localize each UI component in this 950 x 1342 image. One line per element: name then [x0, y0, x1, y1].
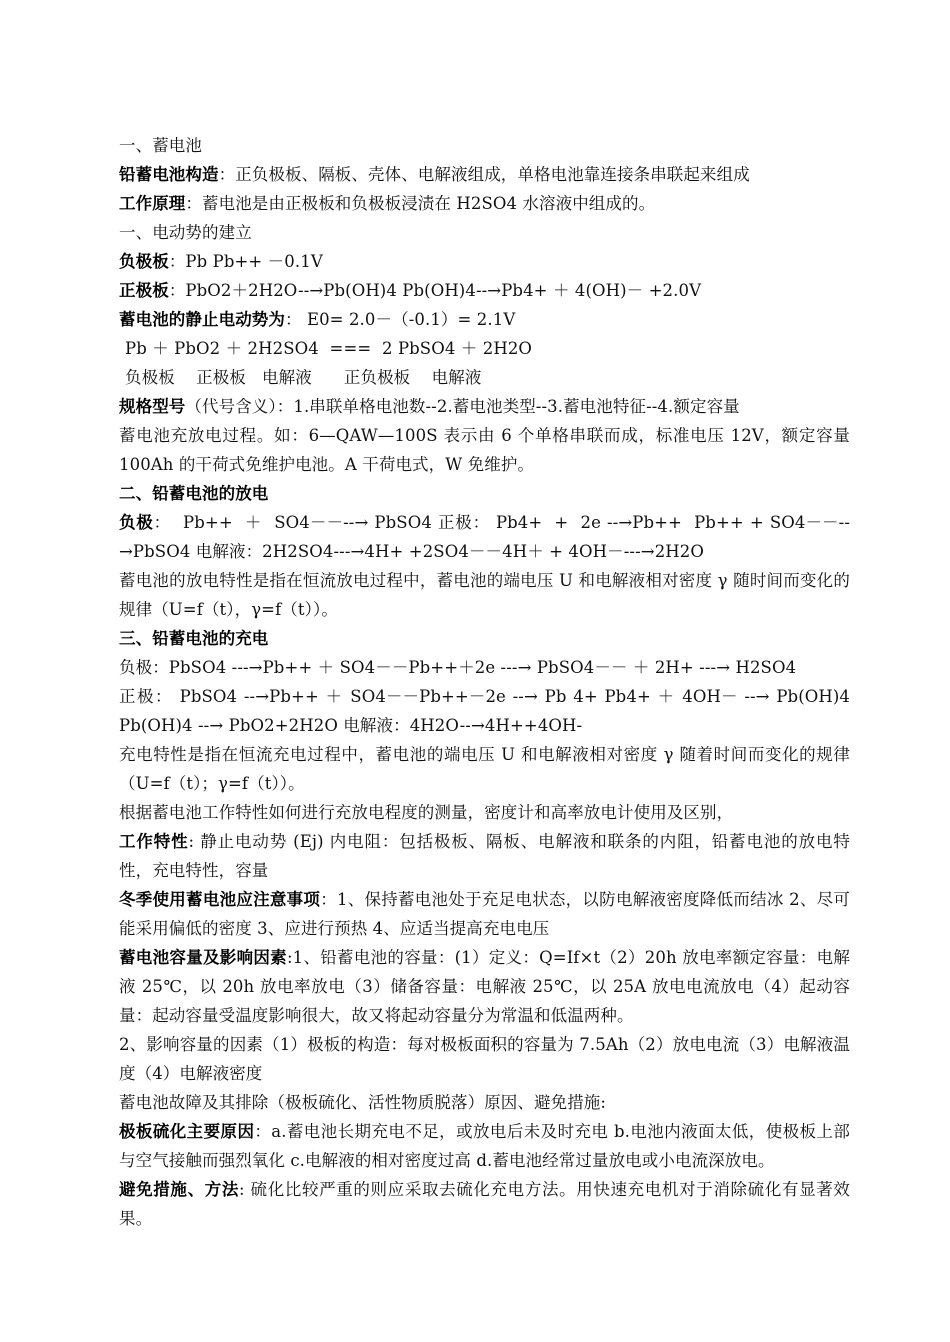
label-working-characteristics: 工作特性 — [119, 832, 189, 851]
label-model-spec: 规格型号 — [119, 397, 186, 416]
text-model-spec: （代号含义）：1.串联单格电池数--2.蓄电池类型--3.蓄电池特征--4.额定容量 — [185, 397, 740, 416]
heading-discharge — [119, 479, 850, 508]
equation-reaction-text: Pb ＋ PbO2 ＋ 2H2SO4 === 2 PbSO4 ＋ 2H2O — [125, 339, 533, 358]
text-measurement: 根据蓄电池工作特性如何进行充放电程度的测量，密度计和高率放电计使用及区别， — [119, 803, 734, 822]
text-discharge-reactions: ： Pb++ ＋ SO4－－--→ PbSO4 正极： Pb4+ + 2e --→Pb++ Pb++ + SO4－－--→PbSO4 电解液：2H2SO4---→4H+ +2SO4－－4H＋ + 4OH－---→2H2O — [119, 513, 850, 561]
paragraph-construction — [119, 160, 850, 189]
paragraph-charge-characteristic — [119, 740, 850, 798]
label-construction: 铅蓄电池构造 — [119, 165, 219, 184]
text-capacity-factors: 2、影响容量的因素（1）极板的构造：每对极板面积的容量为 7.5Ah（2）放电电流（3）电解液温度（4）电解液密度 — [119, 1035, 850, 1083]
heading-charge — [119, 624, 850, 653]
text-working-principle: ：蓄电池是由正极板和负极板浸渍在 H2SO4 水溶液中组成的。 — [185, 194, 656, 213]
paragraph-capacity — [119, 943, 850, 1030]
text-charge-discharge-example: 蓄电池充放电过程。如：6—QAW—100S 表示由 6 个单格串联而成，标准电压 12V，额定容量 100Ah 的干荷式免维护电池。A 干荷电式，W 免维护。 — [119, 426, 850, 474]
paragraph-charge-positive — [119, 682, 850, 740]
text-charge-negative: 负极：PbSO4 ---→Pb++ ＋ SO4－－Pb++＋2e ---→ PbSO4－－ ＋ 2H+ ---→ H2SO4 — [119, 658, 797, 677]
equation-labels-text: 负极板 正极板 电解液 正负极板 电解液 — [125, 368, 482, 387]
text-construction: ：正负极板、隔板、壳体、电解液组成，单格电池靠连接条串联起来组成 — [218, 165, 750, 184]
paragraph-discharge-reactions — [119, 508, 850, 566]
paragraph-measurement — [119, 798, 850, 827]
label-avoidance: 避免措施、方法 — [119, 1180, 239, 1199]
heading-battery-text: 一、蓄电池 — [119, 136, 202, 155]
label-working-principle: 工作原理 — [119, 194, 186, 213]
paragraph-sulfation-causes — [119, 1117, 850, 1175]
text-charge-characteristic: 充电特性是指在恒流充电过程中，蓄电池的端电压 U 和电解液相对密度 γ 随着时间而变化的规律（U=f（t）；γ=f（t））。 — [119, 745, 850, 793]
paragraph-avoidance — [119, 1175, 850, 1233]
heading-emf — [119, 218, 850, 247]
label-discharge-negative: 负极 — [119, 513, 154, 532]
text-winter-use: ：1、保持蓄电池处于充足电状态，以防电解液密度降低而结冰 2、尽可能采用偏低的密度 3、应进行预热 4、应适当提高充电电压 — [119, 890, 851, 938]
text-capacity: :1、铅蓄电池的容量：(1）定义：Q=If×t（2）20h 放电率额定容量：电解液 25℃，以 20h 放电率放电（3）储备容量：电解液 25℃，以 25A 放电电流放电（4）起动容量：起动容量受温度影响很大，故又将起动容量分为常温和低温两种。 — [119, 948, 851, 1025]
text-sulfation-causes: ：a.蓄电池长期充电不足，或放电后未及时充电 b.电池内液面太低，使极板上部与空气接触而强烈氧化 c.电解液的相对密度过高 d.蓄电池经常过量放电或小电流深放电。 — [119, 1122, 850, 1170]
equation-labels — [119, 363, 850, 392]
paragraph-model-spec — [119, 392, 850, 421]
label-winter-use: 冬季使用蓄电池应注意事项 — [119, 890, 321, 909]
label-sulfation-causes: 极板硫化主要原因 — [119, 1122, 255, 1141]
paragraph-charge-negative — [119, 653, 850, 682]
paragraph-working-principle — [119, 189, 850, 218]
text-negative-plate: ：Pb Pb++ －0.1V — [168, 252, 323, 271]
heading-emf-text: 一、电动势的建立 — [119, 223, 252, 242]
text-working-characteristics: : 静止电动势 (Ej) 内电阻：包括极板、隔板、电解液和联条的内阻，铅蓄电池的放电特性，充电特性，容量 — [119, 832, 850, 880]
label-negative-plate: 负极板 — [119, 252, 169, 271]
text-faults: 蓄电池故障及其排除（极板硫化、活性物质脱落）原因、避免措施: — [119, 1093, 607, 1112]
label-capacity: 蓄电池容量及影响因素 — [119, 948, 287, 967]
text-static-emf: ： E0= 2.0－（-0.1）= 2.1V — [285, 310, 516, 329]
paragraph-capacity-factors — [119, 1030, 850, 1088]
paragraph-negative-plate — [119, 247, 850, 276]
heading-discharge-text: 二、铅蓄电池的放电 — [119, 484, 269, 503]
label-static-emf: 蓄电池的静止电动势为 — [119, 310, 285, 329]
label-positive-plate: 正极板 — [119, 281, 169, 300]
paragraph-working-characteristics — [119, 827, 850, 885]
document-body — [119, 131, 850, 1233]
text-discharge-characteristic: 蓄电池的放电特性是指在恒流放电过程中，蓄电池的端电压 U 和电解液相对密度 γ 随时间而变化的规律（U=f（t），γ=f（t））。 — [119, 571, 850, 619]
text-positive-plate: ：PbO2＋2H2O--→Pb(OH)4 Pb(OH)4--→Pb4+ ＋ 4(OH)－ +2.0V — [168, 281, 702, 300]
paragraph-winter-use — [119, 885, 850, 943]
paragraph-discharge-characteristic — [119, 566, 850, 624]
paragraph-faults — [119, 1088, 850, 1117]
paragraph-static-emf — [119, 305, 850, 334]
text-avoidance: : 硫化比较严重的则应采取去硫化充电方法。用快速充电机对于消除硫化有显著效果。 — [119, 1180, 850, 1228]
heading-battery — [119, 131, 850, 160]
equation-reaction — [119, 334, 850, 363]
paragraph-positive-plate — [119, 276, 850, 305]
text-charge-positive: 正极： PbSO4 --→Pb++ ＋ SO4－－Pb++－2e --→ Pb 4+ Pb4+ ＋ 4OH－ --→ Pb(OH)4 Pb(OH)4 --→ PbO2+2H2O 电解液：4H2O--→4H++4OH- — [119, 687, 850, 735]
heading-charge-text: 三、铅蓄电池的充电 — [119, 629, 269, 648]
paragraph-charge-discharge-example — [119, 421, 850, 479]
